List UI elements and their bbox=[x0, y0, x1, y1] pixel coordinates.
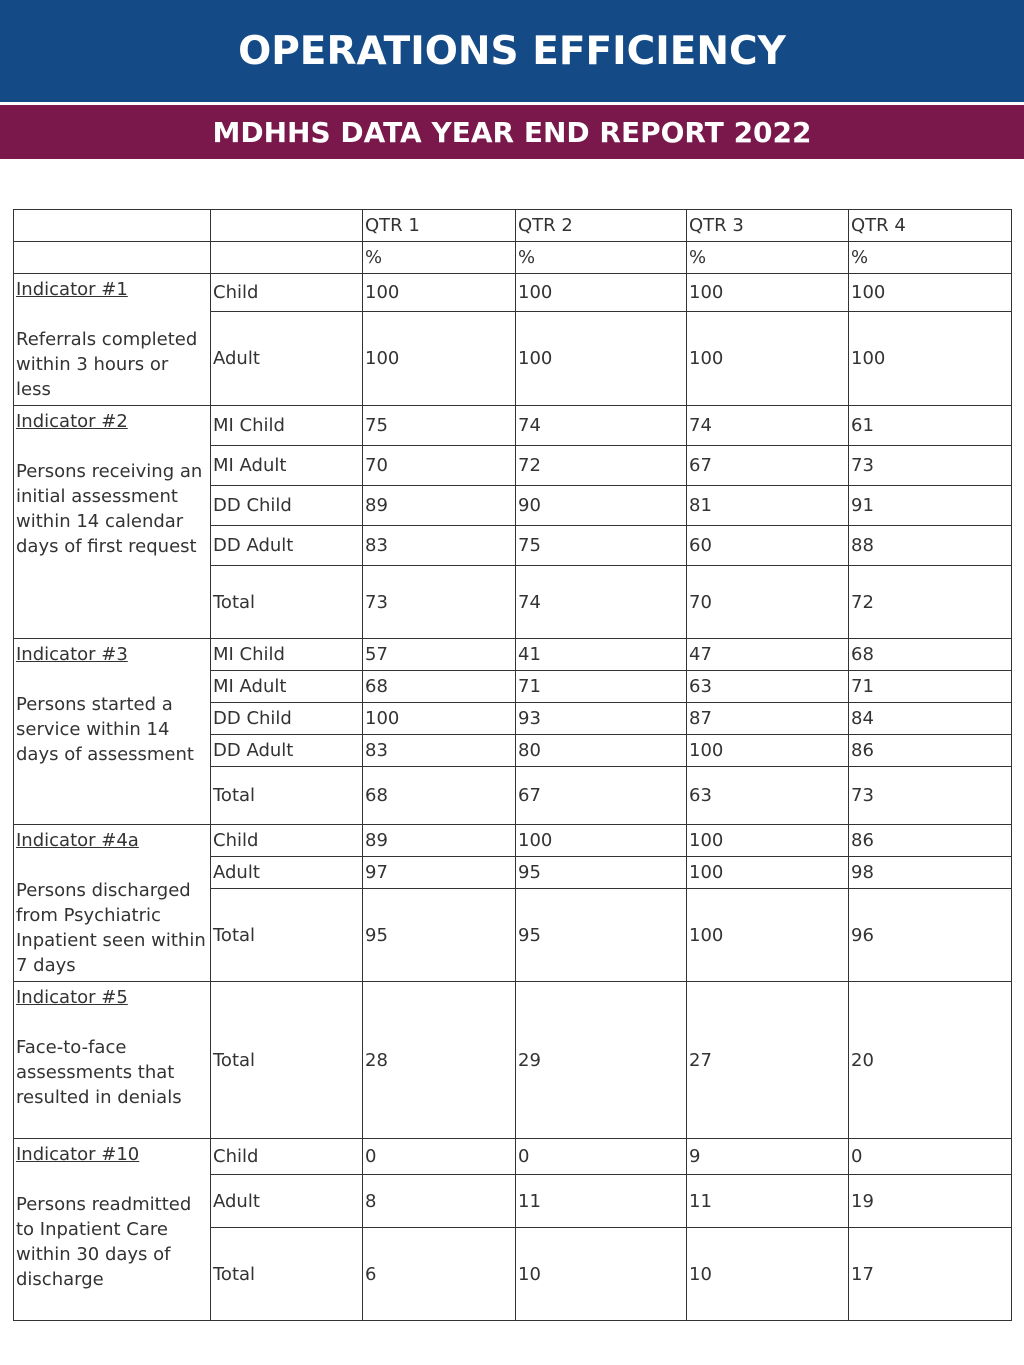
header-empty-cell bbox=[14, 210, 211, 242]
row-label: Total bbox=[211, 982, 363, 1139]
row-label: MI Child bbox=[211, 639, 363, 671]
row-label: MI Adult bbox=[211, 446, 363, 486]
indicator-description: Face-to-face assessments that resulted in denials bbox=[16, 1037, 182, 1108]
indicator-description: Persons readmitted to Inpatient Care within 30 days of discharge bbox=[16, 1194, 192, 1290]
value-cell: 67 bbox=[687, 446, 849, 486]
row-label: DD Adult bbox=[211, 735, 363, 767]
row-label: Total bbox=[211, 767, 363, 825]
title-banner bbox=[0, 0, 1024, 102]
unit-header: % bbox=[363, 242, 516, 274]
value-cell: 75 bbox=[516, 526, 687, 566]
row-label: MI Adult bbox=[211, 671, 363, 703]
indicator-title: Indicator #2 bbox=[16, 411, 128, 432]
value-cell: 100 bbox=[363, 312, 516, 406]
value-cell: 100 bbox=[687, 825, 849, 857]
value-cell: 90 bbox=[516, 486, 687, 526]
indicator-title: Indicator #4a bbox=[16, 830, 139, 851]
value-cell: 89 bbox=[363, 486, 516, 526]
value-cell: 73 bbox=[849, 446, 1012, 486]
value-cell: 11 bbox=[687, 1175, 849, 1228]
table-row bbox=[14, 982, 1012, 1139]
unit-header: % bbox=[687, 242, 849, 274]
value-cell: 100 bbox=[687, 312, 849, 406]
value-cell: 83 bbox=[363, 526, 516, 566]
table-row bbox=[14, 406, 1012, 446]
value-cell: 27 bbox=[687, 982, 849, 1139]
value-cell: 84 bbox=[849, 703, 1012, 735]
value-cell: 100 bbox=[516, 312, 687, 406]
indicator-cell bbox=[14, 639, 211, 825]
indicator-description: Persons discharged from Psychiatric Inpatient seen within 7 days bbox=[16, 880, 206, 976]
value-cell: 95 bbox=[516, 889, 687, 982]
value-cell: 72 bbox=[849, 566, 1012, 639]
value-cell: 100 bbox=[363, 274, 516, 312]
value-cell: 68 bbox=[849, 639, 1012, 671]
value-cell: 80 bbox=[516, 735, 687, 767]
value-cell: 100 bbox=[687, 889, 849, 982]
quarter-header: QTR 3 bbox=[687, 210, 849, 242]
quarter-header: QTR 2 bbox=[516, 210, 687, 242]
row-label: Total bbox=[211, 1228, 363, 1321]
value-cell: 100 bbox=[849, 274, 1012, 312]
value-cell: 81 bbox=[687, 486, 849, 526]
value-cell: 96 bbox=[849, 889, 1012, 982]
value-cell: 41 bbox=[516, 639, 687, 671]
table-row bbox=[14, 1139, 1012, 1175]
indicator-cell bbox=[14, 274, 211, 406]
value-cell: 98 bbox=[849, 857, 1012, 889]
value-cell: 100 bbox=[849, 312, 1012, 406]
value-cell: 71 bbox=[849, 671, 1012, 703]
subtitle-banner bbox=[0, 105, 1024, 159]
value-cell: 87 bbox=[687, 703, 849, 735]
value-cell: 6 bbox=[363, 1228, 516, 1321]
value-cell: 74 bbox=[516, 406, 687, 446]
row-label: DD Adult bbox=[211, 526, 363, 566]
value-cell: 11 bbox=[516, 1175, 687, 1228]
value-cell: 100 bbox=[687, 274, 849, 312]
value-cell: 89 bbox=[363, 825, 516, 857]
value-cell: 70 bbox=[363, 446, 516, 486]
value-cell: 100 bbox=[516, 825, 687, 857]
row-label: DD Child bbox=[211, 703, 363, 735]
value-cell: 68 bbox=[363, 767, 516, 825]
value-cell: 71 bbox=[516, 671, 687, 703]
value-cell: 88 bbox=[849, 526, 1012, 566]
value-cell: 10 bbox=[687, 1228, 849, 1321]
value-cell: 68 bbox=[363, 671, 516, 703]
value-cell: 86 bbox=[849, 735, 1012, 767]
row-label: Child bbox=[211, 1139, 363, 1175]
value-cell: 60 bbox=[687, 526, 849, 566]
value-cell: 100 bbox=[687, 857, 849, 889]
value-cell: 74 bbox=[687, 406, 849, 446]
value-cell: 19 bbox=[849, 1175, 1012, 1228]
row-label: Adult bbox=[211, 312, 363, 406]
value-cell: 47 bbox=[687, 639, 849, 671]
value-cell: 8 bbox=[363, 1175, 516, 1228]
indicator-cell bbox=[14, 825, 211, 982]
page-subtitle: MDHHS DATA YEAR END REPORT 2022 bbox=[212, 115, 812, 149]
quarter-header: QTR 4 bbox=[849, 210, 1012, 242]
indicator-title: Indicator #10 bbox=[16, 1144, 140, 1165]
value-cell: 74 bbox=[516, 566, 687, 639]
table-row bbox=[14, 639, 1012, 671]
value-cell: 95 bbox=[516, 857, 687, 889]
indicator-title: Indicator #1 bbox=[16, 279, 128, 300]
value-cell: 10 bbox=[516, 1228, 687, 1321]
value-cell: 95 bbox=[363, 889, 516, 982]
indicator-title: Indicator #5 bbox=[16, 987, 128, 1008]
value-cell: 93 bbox=[516, 703, 687, 735]
value-cell: 67 bbox=[516, 767, 687, 825]
indicator-cell bbox=[14, 1139, 211, 1321]
header-empty-cell bbox=[211, 210, 363, 242]
value-cell: 100 bbox=[363, 703, 516, 735]
row-label: Child bbox=[211, 274, 363, 312]
value-cell: 86 bbox=[849, 825, 1012, 857]
row-label: Adult bbox=[211, 1175, 363, 1228]
value-cell: 72 bbox=[516, 446, 687, 486]
value-cell: 75 bbox=[363, 406, 516, 446]
header-empty-cell bbox=[14, 242, 211, 274]
page-title: OPERATIONS EFFICIENCY bbox=[238, 28, 786, 74]
quarter-header: QTR 1 bbox=[363, 210, 516, 242]
value-cell: 97 bbox=[363, 857, 516, 889]
indicator-cell bbox=[14, 406, 211, 639]
value-cell: 17 bbox=[849, 1228, 1012, 1321]
value-cell: 70 bbox=[687, 566, 849, 639]
row-label: Total bbox=[211, 889, 363, 982]
value-cell: 9 bbox=[687, 1139, 849, 1175]
report-table bbox=[13, 209, 1012, 1321]
indicator-cell bbox=[14, 982, 211, 1139]
value-cell: 91 bbox=[849, 486, 1012, 526]
value-cell: 63 bbox=[687, 671, 849, 703]
row-label: MI Child bbox=[211, 406, 363, 446]
row-label: Adult bbox=[211, 857, 363, 889]
indicator-description: Referrals completed within 3 hours or less bbox=[16, 329, 198, 400]
value-cell: 29 bbox=[516, 982, 687, 1139]
unit-header: % bbox=[516, 242, 687, 274]
value-cell: 73 bbox=[363, 566, 516, 639]
indicator-description: Persons receiving an initial assessment within 14 calendar days of first request bbox=[16, 461, 203, 557]
value-cell: 0 bbox=[363, 1139, 516, 1175]
value-cell: 100 bbox=[516, 274, 687, 312]
value-cell: 61 bbox=[849, 406, 1012, 446]
row-label: DD Child bbox=[211, 486, 363, 526]
indicator-title: Indicator #3 bbox=[16, 644, 128, 665]
header-empty-cell bbox=[211, 242, 363, 274]
value-cell: 83 bbox=[363, 735, 516, 767]
unit-header: % bbox=[849, 242, 1012, 274]
value-cell: 0 bbox=[516, 1139, 687, 1175]
value-cell: 0 bbox=[849, 1139, 1012, 1175]
value-cell: 63 bbox=[687, 767, 849, 825]
table-row bbox=[14, 274, 1012, 312]
header-row-quarters bbox=[14, 210, 1012, 242]
indicator-description: Persons started a service within 14 days of assessment bbox=[16, 694, 194, 765]
value-cell: 20 bbox=[849, 982, 1012, 1139]
row-label: Child bbox=[211, 825, 363, 857]
value-cell: 100 bbox=[687, 735, 849, 767]
table-row bbox=[14, 825, 1012, 857]
row-label: Total bbox=[211, 566, 363, 639]
value-cell: 73 bbox=[849, 767, 1012, 825]
header-row-units bbox=[14, 242, 1012, 274]
value-cell: 57 bbox=[363, 639, 516, 671]
value-cell: 28 bbox=[363, 982, 516, 1139]
